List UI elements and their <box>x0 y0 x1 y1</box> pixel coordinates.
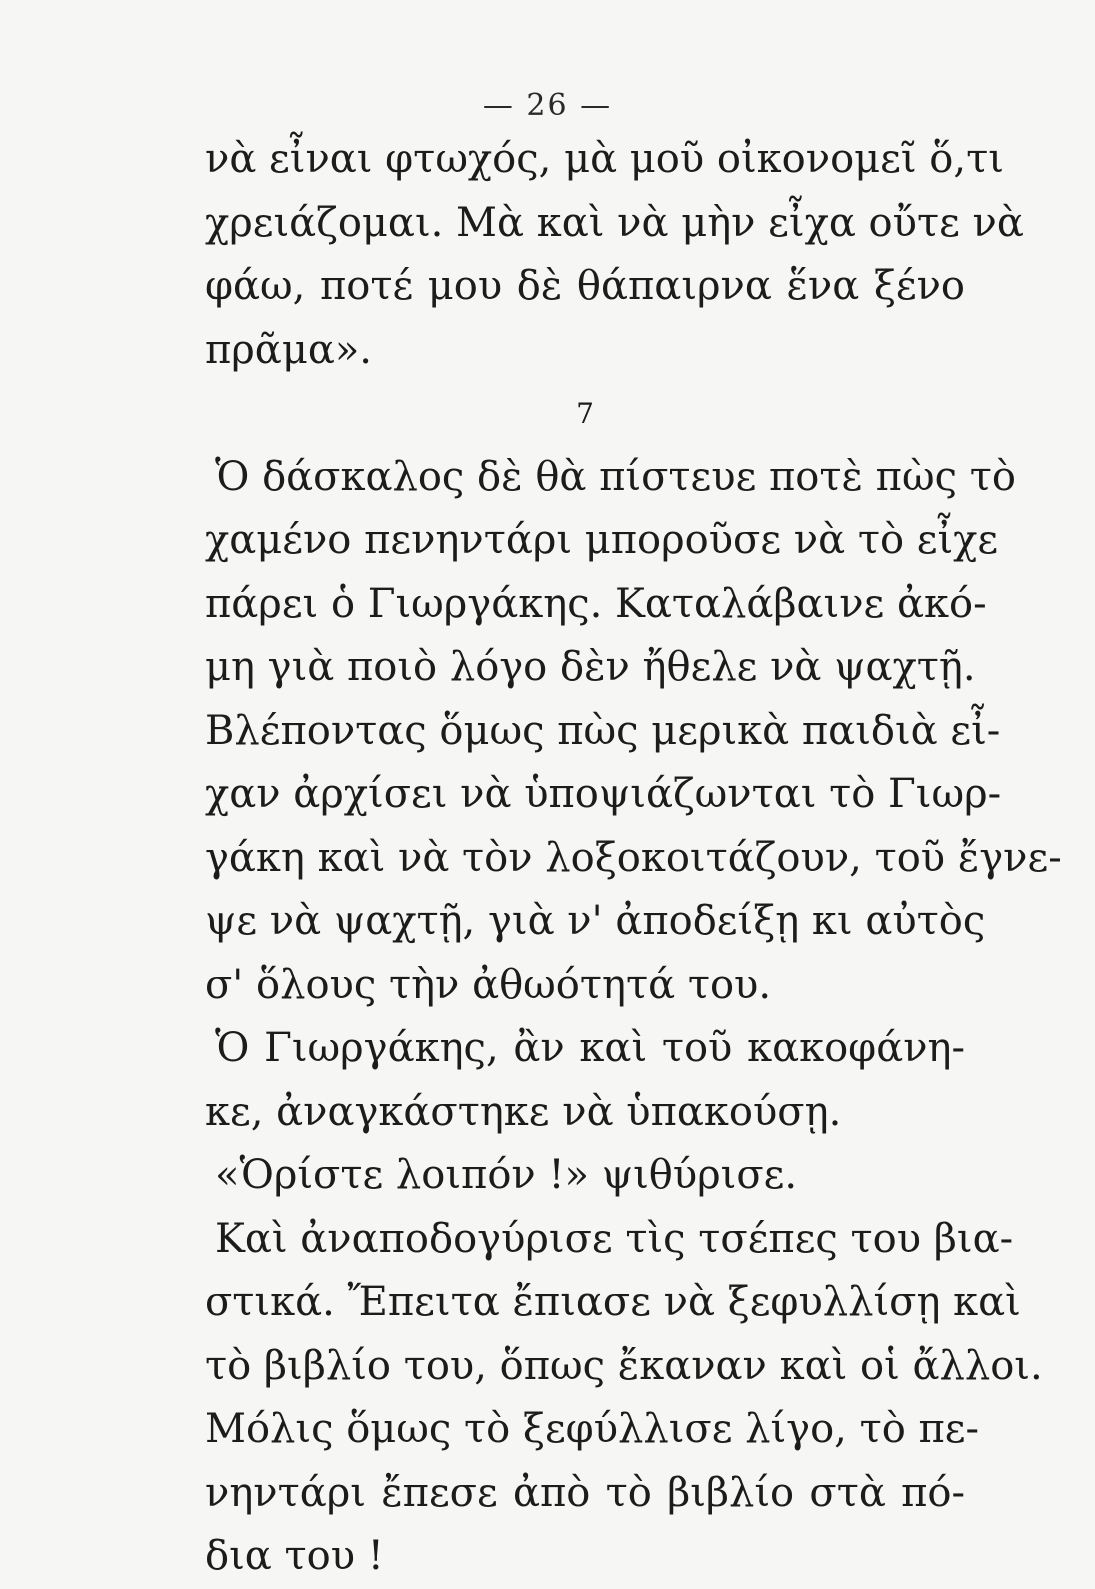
text-line: Βλέποντας ὅμως πὼς μερικὰ παιδιὰ εἶ- <box>205 707 1001 754</box>
text-line: πρᾶμα». <box>205 326 373 373</box>
text-line: Ὁ δάσκαλος δὲ θὰ πίστευε ποτὲ πὼς τὸ <box>215 453 1016 500</box>
text-line: ψε νὰ ψαχτῇ, γιὰ ν' ἀποδείξῃ κι αὐτὸς <box>205 898 986 944</box>
text-line: τὸ βιβλίο του, ὅπως ἔκαναν καὶ οἱ ἄλλοι. <box>205 1342 1043 1389</box>
text-line: χαν ἀρχίσει νὰ ὑποψιάζωνται τὸ Γιωρ- <box>205 771 1002 817</box>
text-line: μη γιὰ ποιὸ λόγο δὲν ἤθελε νὰ ψαχτῇ. <box>205 644 976 690</box>
text-line: φάω, ποτέ μου δὲ θάπαιρνα ἕνα ξένο <box>205 263 965 309</box>
text-line: Μόλις ὅμως τὸ ξεφύλλισε λίγο, τὸ πε- <box>205 1406 980 1452</box>
text-line: δια του ! <box>205 1533 384 1579</box>
text-line: νηντάρι ἔπεσε ἀπὸ τὸ βιβλίο στὰ πό- <box>205 1469 965 1516</box>
text-line: χρειάζομαι. Μὰ καὶ νὰ μὴν εἶχα οὔτε νὰ <box>205 199 1024 246</box>
text-line: πάρει ὁ Γιωργάκης. Καταλάβαινε ἀκό- <box>205 580 987 627</box>
text-line: σ' ὅλους τὴν ἀθωότητά του. <box>205 961 772 1008</box>
text-line: χαμένο πενηντάρι μποροῦσε νὰ τὸ εἶχε <box>205 517 999 563</box>
text-line: Ὁ Γιωργάκης, ἂν καὶ τοῦ κακοφάνη- <box>215 1025 965 1071</box>
text-line: νὰ εἶναι φτωχός, μὰ μοῦ οἰκονομεῖ ὅ,τι <box>205 136 1004 182</box>
text-line: κε, ἀναγκάστηκε νὰ ὑπακούσῃ. <box>205 1088 842 1135</box>
section-number: 7 <box>576 397 594 430</box>
text-line: Καὶ ἀναποδογύρισε τὶς τσέπες του βια- <box>215 1215 1014 1262</box>
body-text <box>205 128 1062 1589</box>
text-line: «Ὁρίστε λοιπόν !» ψιθύρισε. <box>215 1152 798 1198</box>
page-number: — 26 — <box>482 88 613 123</box>
text-line: γάκη καὶ νὰ τὸν λοξοκοιτάζουν, τοῦ ἔγνε- <box>205 834 1062 881</box>
text-line: στικά. Ἔπειτα ἔπιασε νὰ ξεφυλλίσῃ καὶ <box>205 1279 1021 1325</box>
